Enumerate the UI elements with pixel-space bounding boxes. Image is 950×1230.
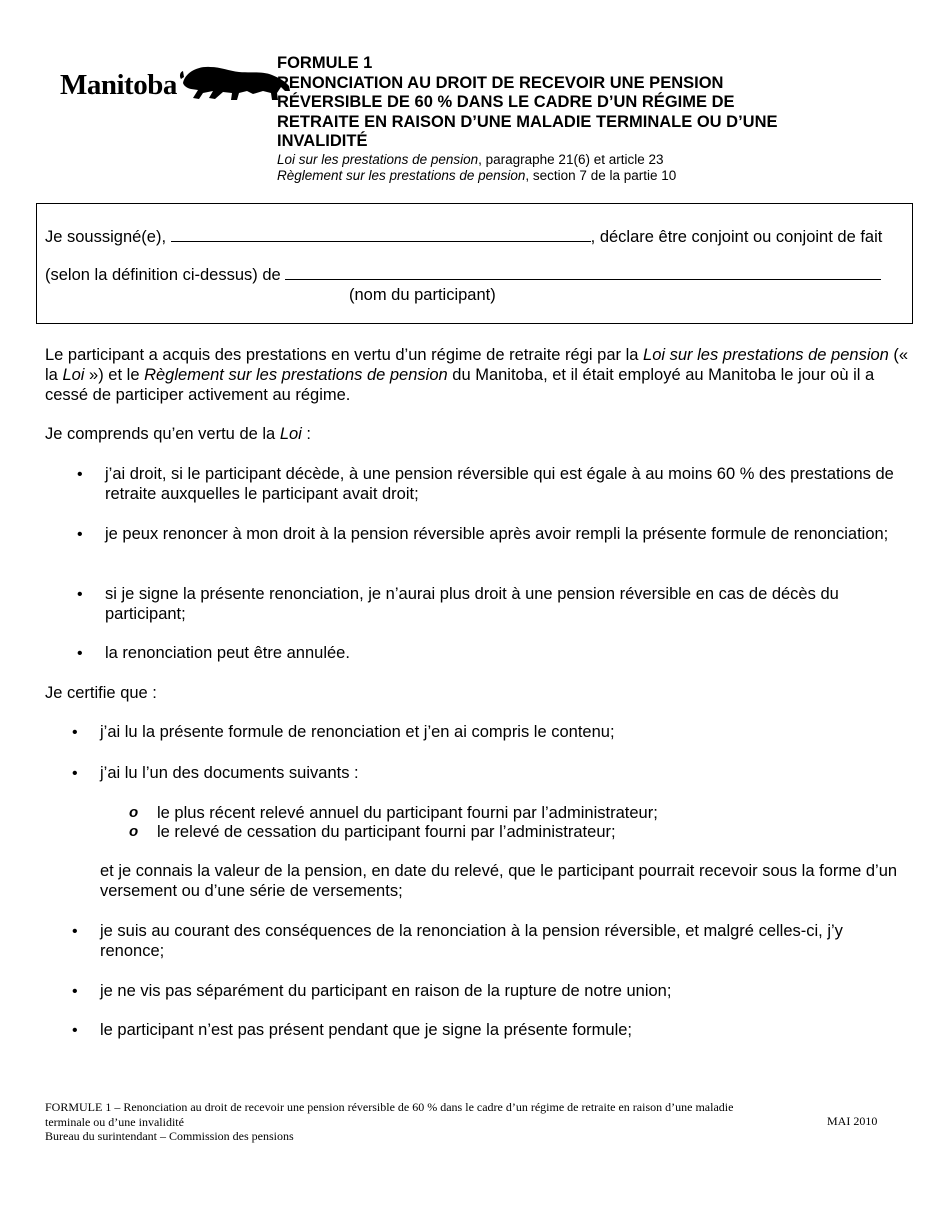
- text-run: ») et le: [84, 366, 145, 384]
- participant-name-caption: (nom du participant): [349, 286, 496, 304]
- continuation-text: et je connais la valeur de la pension, en date du relevé, que le participant pourrait recevoir sous la forme d’un versement ou d’une série de versements;: [100, 862, 898, 900]
- legal-reference-regulation: [277, 168, 837, 184]
- form-title-line: RETRAITE EN RAISON D’UNE MALADIE TERMINALE OU D’UNE: [277, 112, 778, 131]
- text-run: Loi: [279, 425, 302, 443]
- list-item: la renonciation peut être annulée.: [105, 644, 350, 662]
- form-title-line: RÉVERSIBLE DE 60 % DANS LE CADRE D’UN RÉGIME DE: [277, 93, 735, 111]
- form-title-line: INVALIDITÉ: [277, 132, 368, 150]
- declaration-prefix: Je soussigné(e),: [45, 228, 167, 246]
- signatory-name-field[interactable]: [171, 226, 591, 242]
- legal-reference-act: [277, 152, 837, 168]
- list-item: si je signe la présente renonciation, je n’aurai plus droit à une pension réversible en cas de décès du participant;: [105, 585, 839, 623]
- list-item: j’ai lu la présente formule de renonciation et j’en ai compris le contenu;: [100, 723, 615, 741]
- footer-line: FORMULE 1 – Renonciation au droit de recevoir une pension réversible de 60 % dans le cadre d’un régime de retraite en raison d’une maladie: [45, 1100, 734, 1114]
- bullet-icon: •: [72, 765, 78, 782]
- form-number: FORMULE 1: [277, 54, 373, 72]
- participant-name-field[interactable]: [285, 264, 881, 280]
- text-run: Loi: [62, 366, 85, 384]
- text-run: Loi sur les prestations de pension: [643, 346, 889, 364]
- list-item: le participant n’est pas présent pendant que je signe la présente formule;: [100, 1021, 633, 1039]
- list-item: je ne vis pas séparément du participant en raison de la rupture de notre union;: [100, 982, 672, 1000]
- footer: [45, 1100, 815, 1144]
- text-run: :: [301, 425, 312, 443]
- declaration-box: [36, 203, 913, 324]
- text-run: Le participant a acquis des prestations en vertu d’un régime de retraite régi par la: [45, 346, 644, 364]
- certify-heading: Je certifie que :: [45, 684, 157, 702]
- bullet-icon: •: [77, 466, 83, 483]
- sub-list-item: le plus récent relevé annuel du participant fourni par l’administrateur;: [157, 804, 658, 822]
- footer-line: terminale ou d’une invalidité: [45, 1114, 184, 1129]
- bullet-icon: •: [77, 526, 83, 543]
- bison-icon: [177, 63, 293, 103]
- understand-heading: [45, 424, 311, 444]
- regulation-name: Règlement sur les prestations de pension: [277, 167, 526, 183]
- declaration-definition-text: (selon la définition ci-dessus) de: [45, 266, 281, 284]
- act-name: Loi sur les prestations de pension: [277, 151, 479, 167]
- footer-date: MAI 2010: [827, 1114, 878, 1128]
- text-run: (« la: [45, 346, 909, 384]
- bullet-icon: •: [72, 923, 78, 940]
- footer-line: Bureau du surintendant – Commission des pensions: [45, 1129, 294, 1143]
- declaration-line-1: [45, 226, 882, 247]
- declaration-line-2: [45, 264, 881, 285]
- declaration-suffix: , déclare être conjoint ou conjoint de fait: [590, 228, 883, 246]
- list-item: je suis au courant des conséquences de la renonciation à la pension réversible, et malgré celles-ci, j’y renonce;: [100, 922, 843, 960]
- list-item: j’ai droit, si le participant décède, à une pension réversible qui est égale à au moins 60 % des prestations de retraite auxquelles le participant avait droit;: [105, 465, 894, 503]
- bullet-icon: •: [72, 724, 78, 741]
- text-run: du Manitoba, et il était employé au Manitoba le jour où il a cessé de participer activement au régime.: [45, 366, 875, 404]
- sub-bullet-icon: o: [129, 804, 139, 821]
- regulation-section: , section 7 de la partie 10: [525, 167, 677, 183]
- list-item: j’ai lu l’un des documents suivants :: [100, 764, 359, 782]
- logo-wordmark: Manitoba: [60, 69, 177, 101]
- manitoba-logo: [60, 63, 235, 103]
- bullet-icon: •: [77, 645, 83, 662]
- bullet-icon: •: [77, 586, 83, 603]
- list-item: je peux renoncer à mon droit à la pension réversible après avoir rempli la présente formule de renonciation;: [105, 525, 889, 543]
- bullet-icon: •: [72, 983, 78, 1000]
- sub-list-item: le relevé de cessation du participant fourni par l’administrateur;: [157, 823, 616, 841]
- form-title-line: RENONCIATION AU DROIT DE RECEVOIR UNE PENSION: [277, 73, 724, 92]
- bullet-icon: •: [72, 1022, 78, 1039]
- text-run: Je comprends qu’en vertu de la: [45, 425, 280, 443]
- act-section: , paragraphe 21(6) et article 23: [478, 151, 664, 167]
- form-header: [277, 54, 837, 184]
- sub-bullet-icon: o: [129, 823, 139, 840]
- intro-paragraph: [45, 345, 913, 405]
- text-run: Règlement sur les prestations de pension: [144, 366, 448, 384]
